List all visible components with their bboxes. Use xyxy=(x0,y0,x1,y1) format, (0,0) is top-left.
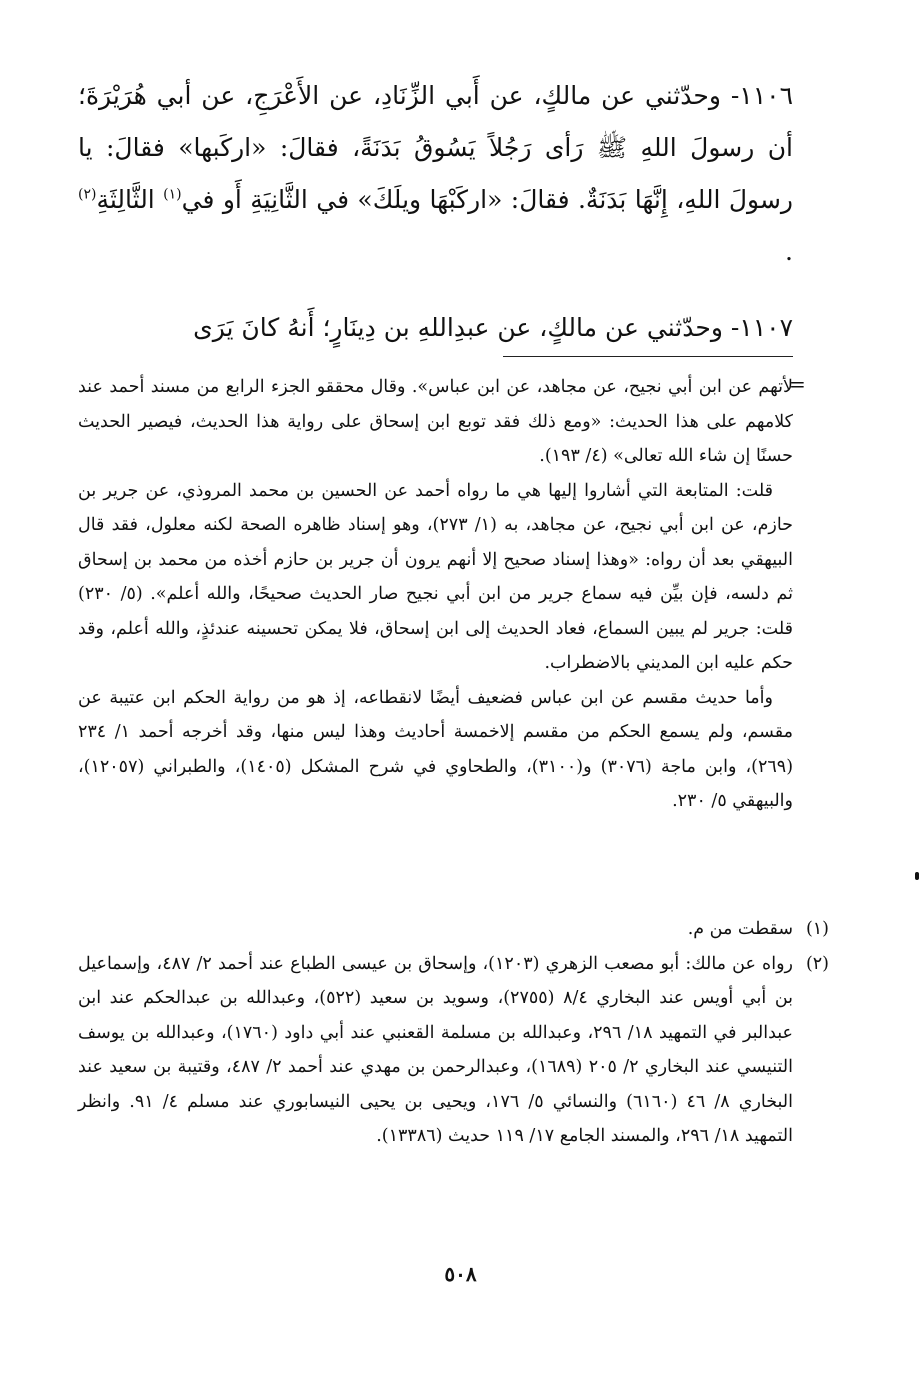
hadith-1107 xyxy=(78,304,793,352)
edge-mark xyxy=(915,872,919,880)
note-paragraph-2: قلت: المتابعة التي أشاروا إليها هي ما رواه أحمد عن الحسين بن محمد المروذي، عن جرير بن حازم، عن ابن أبي نجيح، عن مجاهد، به (١/ ٢٧٣)، وهو إسناد ظاهره الصحة لكنه معلول، فقد قال البيهقي بعد أن رواه: «وهذا إسناد صحيح إلا أنهم يرون أن جرير بن حازم أخذه من محمد بن إسحاق ثم دلسه، فإن بيِّن فيه سماع جرير من ابن أبي نجيح صار الحديث صحيحًا، والله أعلم». (٥/ ٢٣٠) قلت: جرير لم يبين السماع، فعاد الحديث إلى ابن إسحاق، فلا يمكن تحسينه عندئذٍ، والله أعلم، وقد حكم عليه ابن المديني بالاضطراب. xyxy=(78,480,793,673)
hadith-1106-text: ١١٠٦- وحدّثني عن مالكٍ، عن أَبي الزِّنَادِ، عن الأَعْرَجِ، عن أبي هُرَيْرَةَ؛ أن رسولَ اللهِ ﷺ رَأى رَجُلاً يَسُوقُ بَدَنَةً، فقالَ: «اركَبها» فقالَ: يا رسولَ اللهِ، إِنَّهَا بَدَنَةٌ. فقالَ: «اركَبْهَا ويلَكَ» في الثَّانِيَةِ أَو في xyxy=(78,81,793,214)
footnotes xyxy=(78,912,829,1154)
footnote-text: رواه عن مالك: أبو مصعب الزهري (١٢٠٣)، وإسحاق بن عيسى الطباع عند أحمد ٢/ ٤٨٧، وإسماعيل بن أبي أويس عند البخاري ٨/٤ (٢٧٥٥)، وسويد بن سعيد (٥٢٢)، وعبدالله بن عبدالحكم عند ابن عبدالبر في التمهيد ١٨/ ٢٩٦، وعبدالله بن مسلمة القعنبي عند أبي داود (١٧٦٠)، وعبدالله بن يوسف التنيسي عند البخاري ٢/ ٢٠٥ (١٦٨٩)، وعبدالرحمن بن مهدي عند أحمد ٢/ ٤٨٧، وقتيبة بن سعيد عند البخاري ٨/ ٤٦ (٦١٦٠) والنسائي ٥/ ١٧٦، ويحيى بن يحيى النيسابوري عند مسلم ٤/ ٩١. وانظر التمهيد ١٨/ ٢٩٦، والمسند الجامع ١٧/ ١١٩ حديث (١٣٣٨٦). xyxy=(78,953,794,1146)
footnote-number: (٢) xyxy=(805,953,829,974)
page-number: ٥٠٨ xyxy=(444,1262,477,1286)
hadith-1106-tail: الثَّالِثَةِ xyxy=(96,185,155,214)
hadith-1106-end: . xyxy=(785,237,793,266)
hadith-1107-text: ١١٠٧- وحدّثني عن مالكٍ، عن عبدِاللهِ بن دِينَارٍ؛ أَنهُ كانَ يَرَى xyxy=(193,313,793,342)
footnote-separator xyxy=(503,356,793,357)
note-paragraph-3: وأما حديث مقسم عن ابن عباس فضعيف أيضًا لانقطاعه، إذ هو من رواية الحكم ابن عتيبة عن مقسم، ولم يسمع الحكم من مقسم إلاخمسة أحاديث وهذا ليس منها، وقد أخرجه أحمد ١/ ٢٣٤ (٢٦٩)، وابن ماجة (٣٠٧٦) و(٣١٠٠)، والطحاوي في شرح المشكل (١٤٠٥)، والطبراني (١٢٠٥٧)، والبيهقي ٥/ ٢٣٠. xyxy=(78,687,794,811)
footnote-text: سقطت من م. xyxy=(687,919,793,939)
main-text xyxy=(78,70,793,352)
footnote-ref-2[interactable]: (٢) xyxy=(78,186,97,203)
footnote-number: (١) xyxy=(805,919,829,939)
footnote-2 xyxy=(78,947,829,1154)
note-paragraph-1: لأتهم عن ابن أبي نجيح، عن مجاهد، عن ابن عباس». وقال محققو الجزء الرابع من مسند أحمد عند كلامهم على هذا الحديث: «ومع ذلك فقد توبع ابن إسحاق على رواية هذا الحديث، فيصير الحديث حسنًا إن شاء الله تعالى» (٤/ ١٩٣). xyxy=(78,377,793,466)
hadith-1106 xyxy=(78,70,793,278)
footnote-ref-1[interactable]: (١) xyxy=(163,186,182,203)
continuation-mark: = xyxy=(789,372,806,396)
continued-footnote xyxy=(78,370,793,819)
footnote-1 xyxy=(78,912,829,947)
